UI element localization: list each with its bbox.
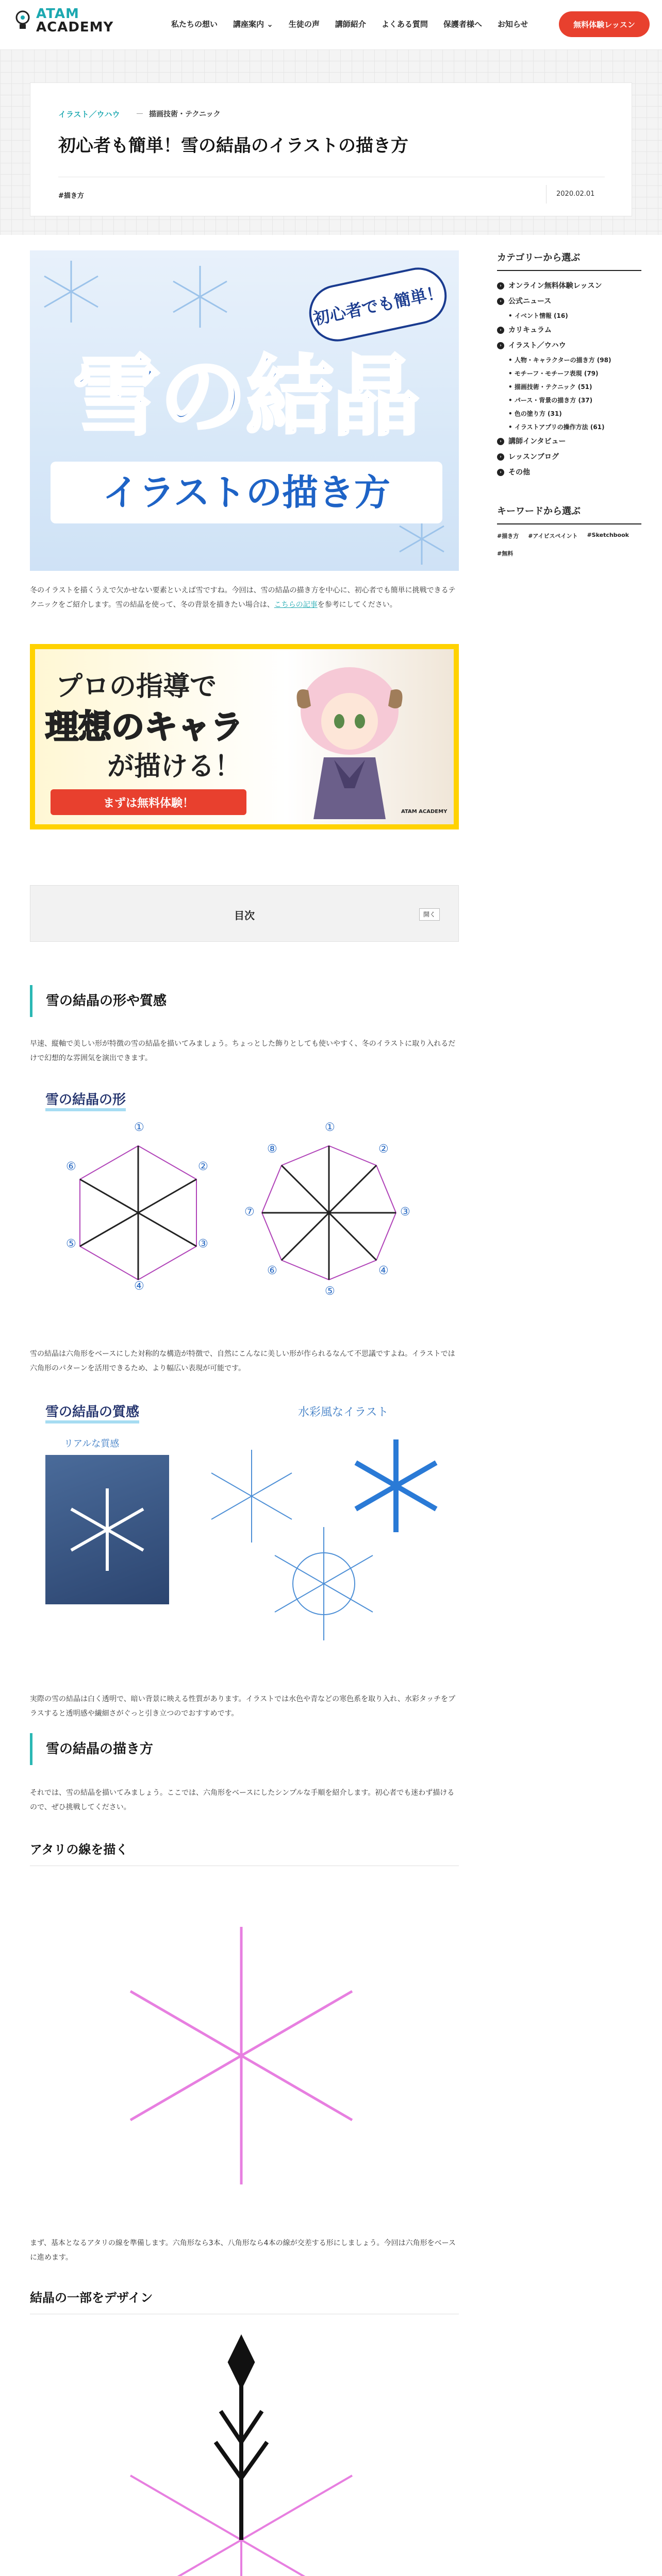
banner-sub-text: イラストの描き方 — [51, 462, 442, 523]
section-heading: 雪の結晶の描き方 — [30, 1733, 459, 1765]
section-heading: 雪の結晶の形や質感 — [30, 985, 459, 1017]
nav-item-voices[interactable]: 生徒の声 — [288, 20, 320, 29]
publish-date: 2020.02.01 — [556, 190, 595, 198]
nav-item-news[interactable]: お知らせ — [497, 20, 528, 29]
diagram-number: ⑤ — [66, 1238, 76, 1250]
free-trial-button[interactable]: 無料体験レッスン — [559, 11, 650, 37]
table-of-contents — [30, 885, 459, 942]
sidebar-category-item[interactable] — [497, 338, 641, 353]
toc-toggle-button[interactable]: 開く — [419, 908, 440, 921]
diagram-number: ① — [134, 1121, 144, 1134]
section-paragraph: まず、基本となるアタリの線を準備します。六角形なら3本、八角形なら4本の線が交差する形にしましょう。今回は六角形をベースに進めます。 — [30, 2239, 456, 2262]
nav-item-instructors[interactable]: 講師紹介 — [335, 20, 366, 29]
sidebar-subcategory-item[interactable]: • イベント情報 (16) — [508, 312, 568, 319]
banner-badge-text: 初心者でも簡単！ — [311, 282, 445, 329]
keyword-tag[interactable]: #アイビスペイント — [528, 533, 578, 539]
page-title: 初心者も簡単！雪の結晶のイラストの描き方 — [58, 135, 408, 156]
nav-item-philosophy[interactable]: 私たちの想い — [171, 20, 218, 29]
lightbulb-icon — [14, 10, 31, 31]
diagram-number: ③ — [400, 1206, 410, 1218]
sidebar-subcategory-item[interactable]: • パース・背景の描き方 (37) — [508, 397, 593, 404]
diagram-number: ① — [325, 1121, 335, 1134]
nav-item-courses[interactable]: 講座案内 ⌄ — [233, 20, 273, 29]
sidebar-item-label: 人物・キャラクターの描き方 (98) — [514, 357, 611, 364]
sidebar-subcategory-item[interactable]: • モチーフ・モチーフ表現 (79) — [508, 370, 599, 377]
sidebar-subcategory-item[interactable]: • 人物・キャラクターの描き方 (98) — [508, 357, 611, 364]
figure-title: 雪の結晶の質感 — [45, 1401, 139, 1423]
diagram-number: ④ — [378, 1264, 389, 1277]
figure-title: 雪の結晶の形 — [45, 1089, 126, 1111]
sidebar-item-label: 公式ニュース — [508, 297, 552, 306]
chevron-right-icon: › — [497, 327, 504, 334]
diagram-number: ③ — [198, 1238, 208, 1250]
sidebar-category-item[interactable] — [497, 449, 641, 465]
crystal-part-diagram — [30, 2324, 459, 2576]
figure-label: リアルな質感 — [64, 1438, 120, 1449]
ad-brand: ATAM ACADEMY — [401, 809, 448, 815]
sidebar-item-label: イラストアプリの操作方法 (61) — [514, 423, 605, 431]
intro-text-end: を参考にしてください。 — [317, 601, 397, 609]
sidebar-heading: キーワードから選ぶ — [497, 504, 641, 524]
sidebar-item-label: カリキュラム — [508, 326, 552, 334]
ad-cta-button[interactable]: まずは無料体験！ — [51, 789, 246, 815]
intro-link[interactable]: こちらの記事 — [274, 601, 318, 609]
sidebar-item-label: オンライン無料体験レッスン — [508, 282, 602, 290]
sidebar-item-label: レッスンブログ — [508, 453, 559, 461]
main-nav — [171, 19, 528, 29]
subcategory-link[interactable]: 描画技術・テクニック — [149, 109, 221, 119]
sidebar-subcategory-item[interactable]: • 描画技術・テクニック (51) — [508, 383, 592, 391]
snowflake-texture-figure — [30, 1398, 459, 1666]
toc-title: 目次 — [234, 909, 255, 922]
intro-text: 冬のイラストを描くうえで欠かせない要素といえば雪ですね。今回は、雪の結晶の描き方を中心に、初心者でも簡単に挑戦できるテクニックをご紹介します。雪の結晶を使って、冬の背景を描きたい場合は、 — [30, 586, 456, 609]
diagram-number: ② — [198, 1160, 208, 1173]
diagram-number: ⑥ — [66, 1160, 76, 1173]
sidebar-item-label: パース・背景の描き方 (37) — [514, 397, 593, 404]
guide-lines-diagram — [30, 1875, 459, 2226]
hero-banner-image — [30, 250, 459, 571]
chevron-right-icon: › — [497, 298, 504, 305]
ad-line-1: プロの指導で — [56, 671, 217, 702]
sidebar-category-item[interactable] — [497, 465, 641, 480]
sidebar-item-label: 色の塗り方 (31) — [514, 410, 562, 417]
snowflake-icon — [45, 1455, 169, 1604]
snowflake-shape-figure — [30, 1084, 459, 1311]
category-link[interactable]: イラスト／ウハウ — [58, 110, 120, 119]
site-header — [0, 0, 662, 49]
section-paragraph: それでは、雪の結晶を描いてみましょう。ここでは、六角形をベースにしたシンプルな手順を紹介します。初心者でも迷わず描けるので、ぜひ挑戦してください。 — [30, 1789, 455, 1811]
sidebar-item-label: 講師インタビュー — [508, 437, 566, 446]
sidebar-item-label: イラスト／ウハウ — [508, 342, 566, 350]
divider — [546, 185, 547, 204]
sidebar-item-label: 描画技術・テクニック (51) — [514, 383, 592, 391]
diagram-number: ② — [378, 1143, 389, 1156]
diagram-number: ⑦ — [244, 1206, 255, 1218]
diagram-number: ⑤ — [325, 1285, 335, 1298]
sidebar-subcategory-item[interactable]: • イラストアプリの操作方法 (61) — [508, 423, 605, 431]
sidebar-category-item[interactable] — [497, 278, 641, 294]
nav-item-parents[interactable]: 保護者様へ — [443, 20, 482, 29]
sidebar-item-label: その他 — [508, 468, 530, 477]
logo[interactable] — [14, 7, 113, 34]
keyword-list — [497, 532, 641, 557]
figure-label: 水彩風なイラスト — [298, 1406, 389, 1419]
section-paragraph: 早速、縦軸で美しい形が特徴の雪の結晶を描いてみましょう。ちょっとした飾りとしても使いやすく、冬のイラストに取り入れるだけで幻想的な雰囲気を演出できます。 — [30, 1040, 456, 1062]
sidebar-item-label: イベント情報 (16) — [514, 312, 568, 319]
ad-line-3: が描ける！ — [107, 751, 242, 782]
trial-ad-banner[interactable] — [30, 644, 459, 829]
section-paragraph: 雪の結晶は六角形をベースにした対称的な構造が特徴で、自然にこんなに美しい形が作られるなんて不思議ですよね。イラストでは六角形のパターンを活用できるため、より幅広い表現が可能です。 — [30, 1350, 455, 1372]
sidebar-item-label: モチーフ・モチーフ表現 (79) — [514, 370, 599, 377]
chevron-right-icon: › — [497, 438, 504, 445]
article-header-card — [30, 82, 632, 216]
banner-main-text: 雪の結晶 — [73, 346, 420, 447]
intro-paragraph — [30, 583, 459, 612]
step-heading: アタリの線を描く — [30, 1839, 459, 1866]
sidebar-category-item[interactable] — [497, 294, 641, 309]
watercolor-snowflakes-icon — [185, 1429, 453, 1661]
diagram-number: ⑥ — [267, 1264, 277, 1277]
keyword-tag[interactable]: #無料 — [497, 550, 514, 557]
real-snowflake-photo — [45, 1455, 169, 1604]
sidebar-subcategory-item[interactable]: • 色の塗り方 (31) — [508, 410, 562, 417]
step-heading: 結晶の一部をデザイン — [30, 2287, 459, 2314]
logo-bottom-text: ACADEMY — [36, 20, 114, 35]
ad-line-2: 理想のキャラ — [45, 708, 243, 747]
sidebar-category-item[interactable] — [497, 323, 641, 338]
character-illustration-icon — [277, 654, 422, 819]
chevron-right-icon: › — [497, 453, 504, 461]
logo-top-text: ATAM — [36, 6, 79, 22]
sidebar-category-item[interactable] — [497, 434, 641, 449]
keyword-tag[interactable]: #Sketchbook — [587, 532, 629, 538]
section-paragraph: 実際の雪の結晶は白く透明で、暗い背景に映える性質があります。イラストでは水色や青などの寒色系を取り入れ、水彩タッチをプラスすると透明感や繊細さがぐっと引き立つのでおすすめです。 — [30, 1695, 456, 1718]
sidebar — [497, 250, 641, 557]
chevron-right-icon: › — [497, 342, 504, 349]
diagram-number: ④ — [134, 1280, 144, 1293]
diagram-number: ⑧ — [267, 1143, 277, 1156]
tag-link[interactable]: #描き方 — [58, 192, 84, 200]
sidebar-heading: カテゴリーから選ぶ — [497, 250, 641, 271]
chevron-right-icon: › — [497, 282, 504, 290]
nav-item-faq[interactable]: よくある質問 — [381, 20, 428, 29]
chevron-right-icon: › — [497, 469, 504, 476]
keyword-tag[interactable]: #描き方 — [497, 533, 519, 539]
